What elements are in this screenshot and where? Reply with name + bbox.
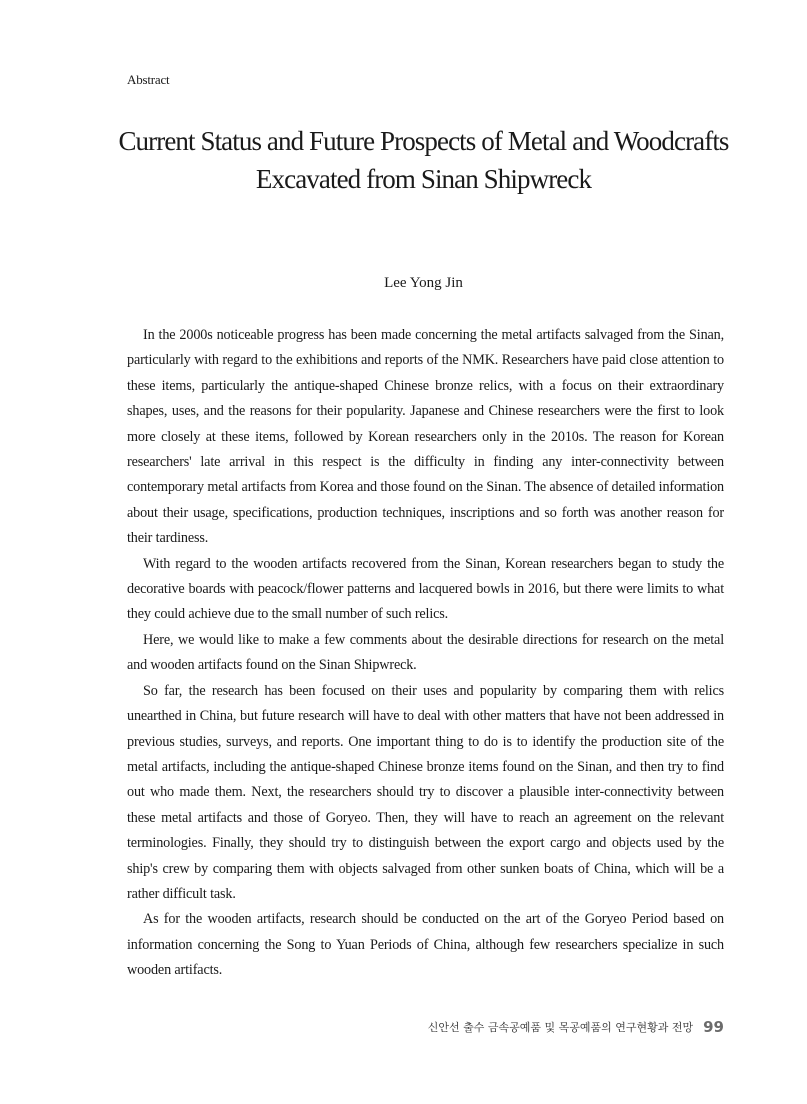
paper-title xyxy=(60,122,787,198)
section-label: Abstract xyxy=(127,72,170,87)
page-footer xyxy=(428,1018,724,1036)
abstract-body xyxy=(127,323,724,984)
author-name: Lee Yong Jin xyxy=(384,275,463,291)
paragraph-5: As for the wooden artifacts, research should be conducted on the art of the Goryeo Period based on information concerning the Song to Yuan Periods of China, although few researchers specialize in such wooden artifacts. xyxy=(127,911,724,979)
paragraph-2: With regard to the wooden artifacts recovered from the Sinan, Korean researchers began to study the decorative boards with peacock/flower patterns and lacquered bowls in 2016, but there were limits to what they could achieve due to the small number of such relics. xyxy=(127,555,724,623)
title-line-2: Excavated from Sinan Shipwreck xyxy=(255,164,592,194)
paragraph-1: In the 2000s noticeable progress has been made concerning the metal artifacts salvaged from the Sinan, particularly with regard to the exhibitions and reports of the NMK. Researchers have paid close attention to these items, particularly the antique-shaped Chinese bronze relics, with a focus on their extraordinary shapes, uses, and the reasons for their popularity. Japanese and Chinese researchers were the first to look more closely at these items, followed by Korean researchers only in the 2010s. The reason for Korean researchers' late arrival in this respect is the difficulty in finding any inter-connectivity between contemporary metal artifacts from Korea and those found on the Sinan. The absence of detailed information about their usage, specifications, production techniques, inscriptions and so forth was another reason for their tardiness. xyxy=(127,327,724,547)
paragraph-3: Here, we would like to make a few comments about the desirable directions for research on the metal and wooden artifacts found on the Sinan Shipwreck. xyxy=(127,631,724,674)
paragraph-4: So far, the research has been focused on their uses and popularity by comparing them with relics unearthed in China, but future research will have to deal with other matters that have not been addressed in previous studies, surveys, and reports. One important thing to do is to identify the production site of the metal artifacts, including the antique-shaped Chinese bronze items found on the Sinan, and then try to find out who made them. Next, the researchers should try to discover a plausible inter-connectivity between these metal artifacts and those of Goryeo. Then, they will have to reach an agreement on the relevant terminologies. Finally, they should try to distinguish between the export cargo and objects used by the ship's crew by comparing them with objects salvaged from other sunken boats of China, which will be a rather difficult task. xyxy=(127,682,724,902)
page-number: 99 xyxy=(703,1018,724,1036)
title-line-1: Current Status and Future Prospects of Metal and Woodcrafts xyxy=(118,126,729,156)
running-title: 신안선 출수 금속공예품 및 목공예품의 연구현황과 전망 xyxy=(427,1021,694,1034)
